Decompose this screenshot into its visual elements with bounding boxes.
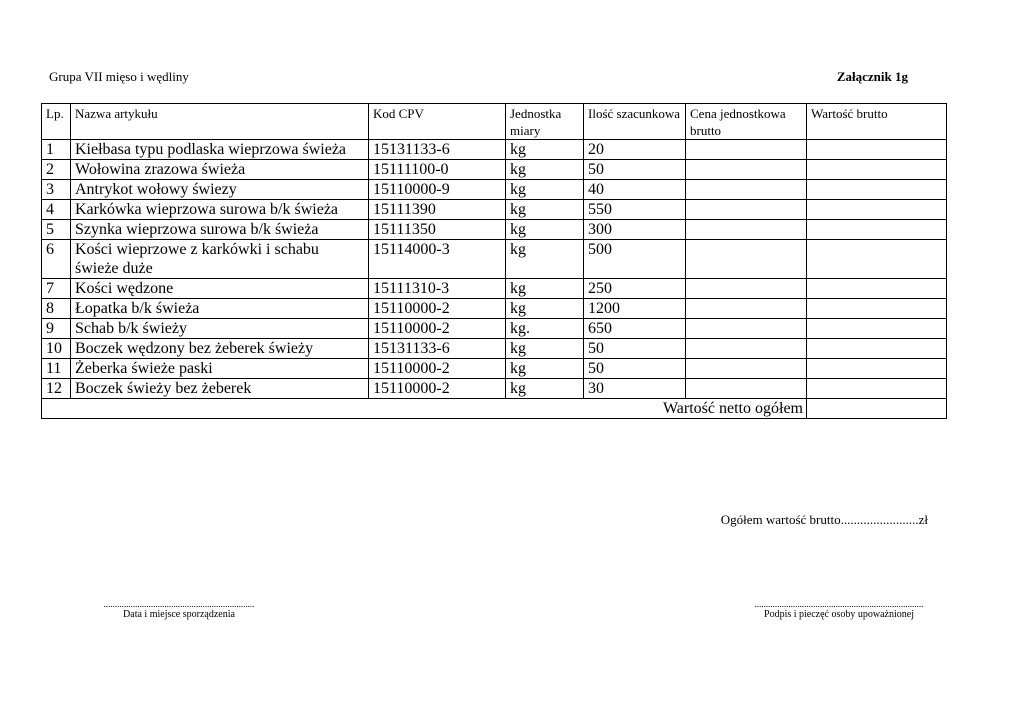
cell-cpv-code: 15111390 (369, 200, 506, 220)
column-header-quantity: Ilość szacunkowa (584, 104, 686, 140)
cell-gross-value[interactable] (807, 180, 947, 200)
cell-cpv-code: 15114000-3 (369, 240, 506, 279)
total-row (42, 399, 947, 419)
table-header-row (42, 104, 947, 140)
cell-unit-price[interactable] (686, 279, 807, 299)
cell-article-name: Kości wieprzowe z karkówki i schabu świeże duże (71, 240, 369, 279)
cell-lp: 12 (42, 379, 71, 399)
cell-unit-price[interactable] (686, 180, 807, 200)
table-row (42, 359, 947, 379)
cell-lp: 1 (42, 140, 71, 160)
cell-unit: kg (506, 379, 584, 399)
items-table (41, 103, 947, 419)
signature-label-left: Data i miejsce sporządzenia (123, 609, 235, 620)
cell-unit: kg (506, 279, 584, 299)
cell-quantity: 1200 (584, 299, 686, 319)
table-row (42, 319, 947, 339)
cell-article-name: Antrykot wołowy świezy (71, 180, 369, 200)
cell-unit: kg (506, 339, 584, 359)
cell-cpv-code: 15131133-6 (369, 339, 506, 359)
cell-article-name: Szynka wieprzowa surowa b/k świeża (71, 220, 369, 240)
table-row (42, 299, 947, 319)
cell-gross-value[interactable] (807, 140, 947, 160)
cell-unit-price[interactable] (686, 339, 807, 359)
table-row (42, 220, 947, 240)
signature-dots-right: ........................................................................... (754, 599, 924, 609)
cell-article-name: Żeberka świeże paski (71, 359, 369, 379)
column-header-gross-value: Wartość brutto (807, 104, 947, 140)
cell-article-name: Łopatka b/k świeża (71, 299, 369, 319)
cell-lp: 4 (42, 200, 71, 220)
signature-label-right: Podpis i pieczęć osoby upoważnionej (764, 609, 914, 620)
cell-gross-value[interactable] (807, 339, 947, 359)
cell-quantity: 650 (584, 319, 686, 339)
net-total-value-cell[interactable] (807, 399, 947, 419)
cell-unit: kg (506, 359, 584, 379)
cell-unit-price[interactable] (686, 140, 807, 160)
cell-unit-price[interactable] (686, 299, 807, 319)
cell-quantity: 30 (584, 379, 686, 399)
cell-lp: 2 (42, 160, 71, 180)
column-header-unit: Jednostka miary (506, 104, 584, 140)
cell-gross-value[interactable] (807, 220, 947, 240)
cell-article-name: Kości wędzone (71, 279, 369, 299)
cell-cpv-code: 15110000-2 (369, 319, 506, 339)
cell-lp: 9 (42, 319, 71, 339)
cell-article-name: Wołowina zrazowa świeża (71, 160, 369, 180)
column-header-unit-price: Cena jednostkowa brutto (686, 104, 807, 140)
cell-gross-value[interactable] (807, 319, 947, 339)
cell-cpv-code: 15111310-3 (369, 279, 506, 299)
cell-quantity: 550 (584, 200, 686, 220)
cell-unit: kg (506, 180, 584, 200)
cell-unit-price[interactable] (686, 220, 807, 240)
cell-unit-price[interactable] (686, 319, 807, 339)
table-body (42, 140, 947, 399)
cell-lp: 10 (42, 339, 71, 359)
cell-gross-value[interactable] (807, 299, 947, 319)
cell-article-name: Schab b/k świeży (71, 319, 369, 339)
cell-quantity: 300 (584, 220, 686, 240)
cell-lp: 3 (42, 180, 71, 200)
attachment-label: Załącznik 1g (836, 69, 908, 84)
cell-unit: kg (506, 140, 584, 160)
table-row (42, 240, 947, 279)
cell-cpv-code: 15110000-9 (369, 180, 506, 200)
cell-lp: 5 (42, 220, 71, 240)
cell-quantity: 50 (584, 339, 686, 359)
column-header-cpv: Kod CPV (369, 104, 506, 140)
signature-dots-left: ................................................................... (103, 599, 255, 609)
table-row (42, 160, 947, 180)
cell-quantity: 250 (584, 279, 686, 299)
cell-gross-value[interactable] (807, 379, 947, 399)
cell-gross-value[interactable] (807, 160, 947, 180)
cell-unit-price[interactable] (686, 240, 807, 279)
cell-quantity: 50 (584, 160, 686, 180)
net-total-label: Wartość netto ogółem (42, 399, 807, 419)
cell-unit: kg. (506, 319, 584, 339)
group-title: Grupa VII mięso i wędliny (49, 69, 189, 84)
signature-date-place (91, 600, 267, 620)
cell-article-name: Karkówka wieprzowa surowa b/k świeża (71, 200, 369, 220)
table-row (42, 339, 947, 359)
cell-lp: 7 (42, 279, 71, 299)
cell-gross-value[interactable] (807, 279, 947, 299)
cell-article-name: Boczek wędzony bez żeberek świeży (71, 339, 369, 359)
cell-cpv-code: 15111100-0 (369, 160, 506, 180)
cell-quantity: 20 (584, 140, 686, 160)
cell-quantity: 40 (584, 180, 686, 200)
cell-unit: kg (506, 200, 584, 220)
table-row (42, 200, 947, 220)
table-row (42, 180, 947, 200)
cell-unit: kg (506, 160, 584, 180)
cell-unit-price[interactable] (686, 359, 807, 379)
gross-total-line: Ogółem wartość brutto........................zł (720, 512, 928, 527)
cell-lp: 6 (42, 240, 71, 279)
signature-authorized (738, 600, 940, 620)
cell-gross-value[interactable] (807, 359, 947, 379)
cell-article-name: Kiełbasa typu podlaska wieprzowa świeża (71, 140, 369, 160)
cell-cpv-code: 15110000-2 (369, 299, 506, 319)
cell-quantity: 50 (584, 359, 686, 379)
column-header-name: Nazwa artykułu (71, 104, 369, 140)
cell-cpv-code: 15131133-6 (369, 140, 506, 160)
cell-gross-value[interactable] (807, 200, 947, 220)
cell-lp: 11 (42, 359, 71, 379)
cell-unit-price[interactable] (686, 160, 807, 180)
cell-unit: kg (506, 220, 584, 240)
cell-cpv-code: 15111350 (369, 220, 506, 240)
table-row (42, 379, 947, 399)
column-header-lp: Lp. (42, 104, 71, 140)
table-row (42, 279, 947, 299)
cell-article-name: Boczek świeży bez żeberek (71, 379, 369, 399)
cell-lp: 8 (42, 299, 71, 319)
table-row (42, 140, 947, 160)
cell-unit-price[interactable] (686, 379, 807, 399)
cell-quantity: 500 (584, 240, 686, 279)
cell-unit: kg (506, 299, 584, 319)
cell-unit: kg (506, 240, 584, 279)
cell-cpv-code: 15110000-2 (369, 379, 506, 399)
cell-cpv-code: 15110000-2 (369, 359, 506, 379)
cell-gross-value[interactable] (807, 240, 947, 279)
cell-unit-price[interactable] (686, 200, 807, 220)
